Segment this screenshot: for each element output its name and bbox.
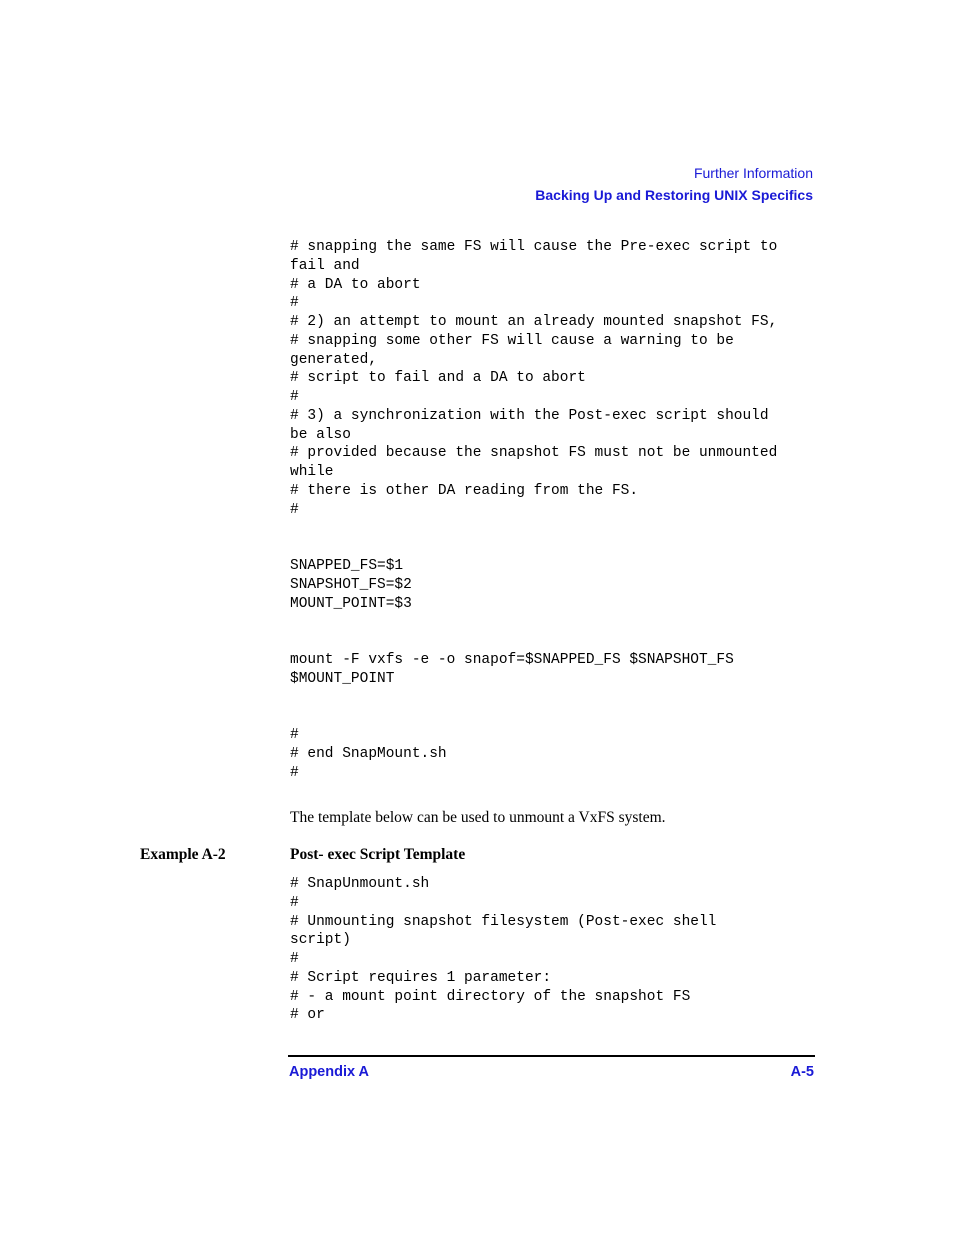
example-title: Post- exec Script Template: [290, 846, 466, 863]
footer-appendix: Appendix A: [289, 1064, 370, 1080]
code-block-unmount-script: # SnapUnmount.sh # # Unmounting snapshot filesystem (Post-exec shell script) # # Script requires 1 parameter: # - a mount point directory of the snapshot FS # or: [290, 876, 717, 1024]
code-block-comments: # snapping the same FS will cause the Pre-exec script to fail and # a DA to abort # # 2) an attempt to mount an already mounted snapshot FS, # snapping some other FS will cause a warning to be generated, # script to fail and a DA to abort # # 3) a synchronization with the Post-exec script should be also # provided because the snapshot FS must not be unmounted while # there is other DA reading from the FS. #: [290, 239, 778, 518]
footer-page-number: A-5: [790, 1064, 814, 1080]
code-block-mount-command: mount -F vxfs -e -o snapof=$SNAPPED_FS $SNAPSHOT_FS $MOUNT_POINT: [290, 652, 734, 687]
intro-paragraph: The template below can be used to unmount a VxFS system.: [290, 809, 666, 826]
footer-rule: [288, 1055, 815, 1057]
running-header-section: Further Information: [693, 165, 813, 181]
running-header-subsection: Backing Up and Restoring UNIX Specifics: [535, 187, 813, 203]
code-block-end: # # end SnapMount.sh #: [290, 727, 447, 781]
example-label: Example A-2: [140, 846, 226, 863]
code-block-variables: SNAPPED_FS=$1 SNAPSHOT_FS=$2 MOUNT_POINT=$3: [290, 558, 412, 612]
